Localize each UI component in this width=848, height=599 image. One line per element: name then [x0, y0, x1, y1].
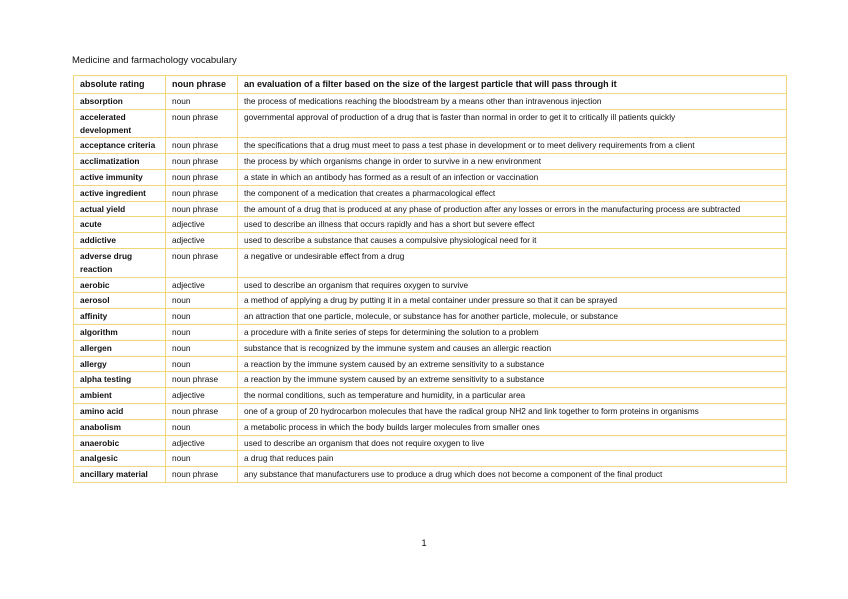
- definition-cell: the process by which organisms change in order to survive in a new environment: [238, 154, 787, 170]
- definition-cell: an attraction that one particle, molecule, or substance has for another particle, molecule, or substance: [238, 309, 787, 325]
- term-cell: actual yield: [74, 201, 166, 217]
- table-row: [74, 403, 787, 419]
- table-row: [74, 388, 787, 404]
- term-cell: active immunity: [74, 169, 166, 185]
- table-row: [74, 233, 787, 249]
- word-type-cell: adjective: [166, 277, 238, 293]
- word-type-cell: noun: [166, 419, 238, 435]
- vocabulary-table-body: [74, 76, 787, 483]
- word-type-cell: noun phrase: [166, 467, 238, 483]
- table-row: [74, 309, 787, 325]
- table-row: [74, 419, 787, 435]
- word-type-cell: noun phrase: [166, 403, 238, 419]
- word-type-cell: adjective: [166, 233, 238, 249]
- term-cell: acceptance criteria: [74, 138, 166, 154]
- table-row: [74, 467, 787, 483]
- term-cell: analgesic: [74, 451, 166, 467]
- term-cell: addictive: [74, 233, 166, 249]
- table-row: [74, 372, 787, 388]
- word-type-cell: noun phrase: [166, 154, 238, 170]
- definition-cell: the component of a medication that creates a pharmacological effect: [238, 185, 787, 201]
- definition-cell: a drug that reduces pain: [238, 451, 787, 467]
- table-row: [74, 293, 787, 309]
- table-row: [74, 109, 787, 138]
- word-type-cell: adjective: [166, 388, 238, 404]
- word-type-cell: adjective: [166, 217, 238, 233]
- definition-cell: a method of applying a drug by putting it in a metal container under pressure so that it can be sprayed: [238, 293, 787, 309]
- term-cell: algorithm: [74, 324, 166, 340]
- term-cell: allergy: [74, 356, 166, 372]
- word-type-cell: noun: [166, 309, 238, 325]
- definition-cell: governmental approval of production of a drug that is faster than normal in order to get it to critically ill patients quickly: [238, 109, 787, 138]
- term-cell: ancillary material: [74, 467, 166, 483]
- table-row: [74, 76, 787, 94]
- term-cell: absorption: [74, 94, 166, 110]
- term-cell: amino acid: [74, 403, 166, 419]
- table-row: [74, 435, 787, 451]
- definition-cell: used to describe a substance that causes a compulsive physiological need for it: [238, 233, 787, 249]
- word-type-cell: noun: [166, 451, 238, 467]
- term-cell: affinity: [74, 309, 166, 325]
- definition-cell: a state in which an antibody has formed as a result of an infection or vaccination: [238, 169, 787, 185]
- term-cell: absolute rating: [74, 76, 166, 94]
- definition-cell: a reaction by the immune system caused by an extreme sensitivity to a substance: [238, 356, 787, 372]
- definition-cell: a reaction by the immune system caused by an extreme sensitivity to a substance: [238, 372, 787, 388]
- definition-cell: one of a group of 20 hydrocarbon molecules that have the radical group NH2 and link together to form proteins in organisms: [238, 403, 787, 419]
- definition-cell: an evaluation of a filter based on the size of the largest particle that will pass through it: [238, 76, 787, 94]
- term-cell: alpha testing: [74, 372, 166, 388]
- page-number: 1: [421, 538, 427, 549]
- term-cell: allergen: [74, 340, 166, 356]
- definition-cell: the amount of a drug that is produced at any phase of production after any losses or errors in the manufacturing process are subtracted: [238, 201, 787, 217]
- table-row: [74, 138, 787, 154]
- definition-cell: the process of medications reaching the bloodstream by a means other than intravenous injection: [238, 94, 787, 110]
- definition-cell: used to describe an organism that does not require oxygen to live: [238, 435, 787, 451]
- word-type-cell: noun phrase: [166, 138, 238, 154]
- table-row: [74, 154, 787, 170]
- term-cell: ambient: [74, 388, 166, 404]
- word-type-cell: noun phrase: [166, 248, 238, 277]
- definition-cell: a procedure with a finite series of steps for determining the solution to a problem: [238, 324, 787, 340]
- term-cell: anaerobic: [74, 435, 166, 451]
- word-type-cell: adjective: [166, 435, 238, 451]
- word-type-cell: noun phrase: [166, 185, 238, 201]
- table-row: [74, 217, 787, 233]
- document-title: Medicine and farmachology vocabulary: [72, 55, 237, 66]
- table-row: [74, 169, 787, 185]
- word-type-cell: noun: [166, 94, 238, 110]
- term-cell: acclimatization: [74, 154, 166, 170]
- table-row: [74, 248, 787, 277]
- word-type-cell: noun phrase: [166, 169, 238, 185]
- word-type-cell: noun: [166, 293, 238, 309]
- table-row: [74, 324, 787, 340]
- definition-cell: any substance that manufacturers use to produce a drug which does not become a component of the final product: [238, 467, 787, 483]
- word-type-cell: noun phrase: [166, 201, 238, 217]
- definition-cell: substance that is recognized by the immune system and causes an allergic reaction: [238, 340, 787, 356]
- term-cell: aerobic: [74, 277, 166, 293]
- term-cell: accelerated development: [74, 109, 166, 138]
- term-cell: active ingredient: [74, 185, 166, 201]
- word-type-cell: noun phrase: [166, 109, 238, 138]
- table-row: [74, 451, 787, 467]
- word-type-cell: noun: [166, 340, 238, 356]
- definition-cell: used to describe an illness that occurs rapidly and has a short but severe effect: [238, 217, 787, 233]
- term-cell: anabolism: [74, 419, 166, 435]
- table-row: [74, 94, 787, 110]
- table-row: [74, 201, 787, 217]
- table-row: [74, 185, 787, 201]
- term-cell: acute: [74, 217, 166, 233]
- term-cell: aerosol: [74, 293, 166, 309]
- vocabulary-table: [73, 75, 787, 483]
- definition-cell: a negative or undesirable effect from a drug: [238, 248, 787, 277]
- word-type-cell: noun: [166, 356, 238, 372]
- definition-cell: the specifications that a drug must meet to pass a test phase in development or to meet delivery requirements from a client: [238, 138, 787, 154]
- table-row: [74, 340, 787, 356]
- term-cell: adverse drug reaction: [74, 248, 166, 277]
- definition-cell: a metabolic process in which the body builds larger molecules from smaller ones: [238, 419, 787, 435]
- word-type-cell: noun phrase: [166, 372, 238, 388]
- definition-cell: used to describe an organism that requires oxygen to survive: [238, 277, 787, 293]
- word-type-cell: noun phrase: [166, 76, 238, 94]
- table-row: [74, 356, 787, 372]
- definition-cell: the normal conditions, such as temperature and humidity, in a particular area: [238, 388, 787, 404]
- table-row: [74, 277, 787, 293]
- word-type-cell: noun: [166, 324, 238, 340]
